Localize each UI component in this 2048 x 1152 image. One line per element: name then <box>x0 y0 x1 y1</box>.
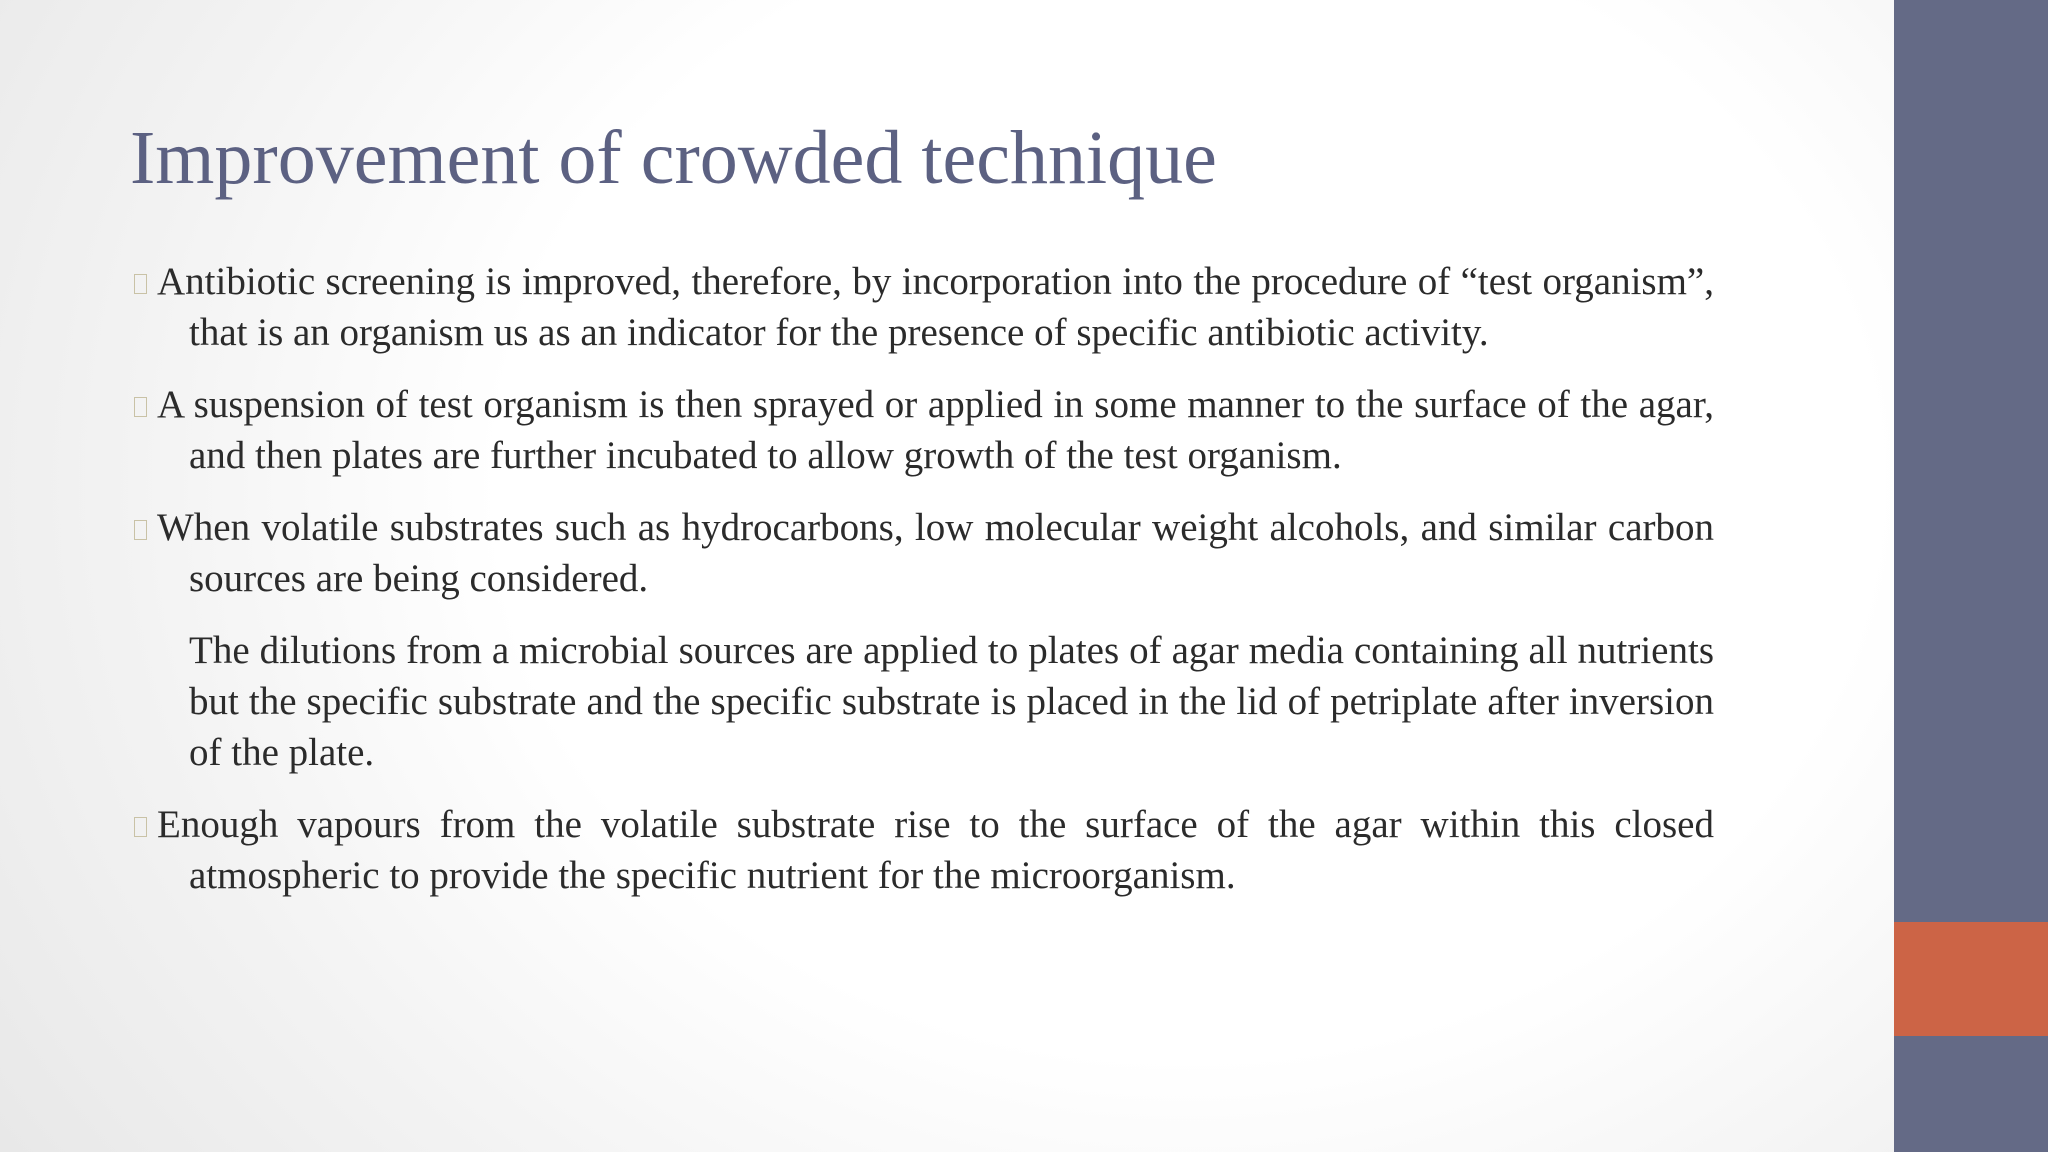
bullet-paragraph-4 <box>134 799 1714 901</box>
bullet-paragraph-1 <box>134 256 1714 358</box>
paragraph-text: Antibiotic screening is improved, therefore, by incorporation into the procedure of “test organism”, that is an organism us as an indicator for the presence of specific antibiotic activity. <box>157 260 1714 354</box>
paragraph-text: When volatile substrates such as hydrocarbons, low molecular weight alcohols, and similar carbon sources are being considered. <box>157 506 1714 600</box>
sidebar-accent-block <box>1894 922 2048 1036</box>
bullet-paragraph-2 <box>134 379 1714 481</box>
square-bullet-icon <box>134 520 147 540</box>
square-bullet-icon <box>134 397 147 417</box>
paragraph-text: A suspension of test organism is then sprayed or applied in some manner to the surface of the agar, and then plates are further incubated to allow growth of the test organism. <box>157 383 1714 477</box>
square-bullet-icon <box>134 274 147 294</box>
paragraph-text: The dilutions from a microbial sources are applied to plates of agar media containing all nutrients but the specific substrate and the specific substrate is placed in the lid of petriplate after inversion of the plate. <box>189 629 1714 774</box>
paragraph-text: Enough vapours from the volatile substrate rise to the surface of the agar within this closed atmospheric to provide the specific nutrient for the microorganism. <box>157 803 1714 897</box>
square-bullet-icon <box>134 817 147 837</box>
bullet-paragraph-3 <box>134 502 1714 604</box>
indented-paragraph <box>134 625 1714 778</box>
slide-title: Improvement of crowded technique <box>130 116 1217 200</box>
decorative-sidebar <box>1894 0 2048 1152</box>
slide-body <box>134 256 1714 922</box>
